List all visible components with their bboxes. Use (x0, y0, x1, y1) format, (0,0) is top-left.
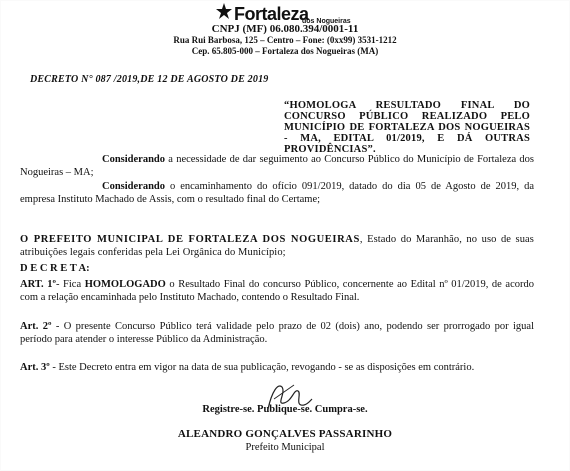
article-1-text: o Resultado Final do concurso Público, concernente ao Edital nº 01/2019, de acordo com a relação encaminhada pelo Instituto Machado, contendo o Resultado Final. (20, 279, 534, 303)
prefeito-text: , Estado do Maranhão, no uso de suas atribuições legais conferidas pela Lei Orgânica do Município; (20, 234, 534, 258)
considerando-1-lead: Considerando (102, 154, 166, 165)
decreta-heading: D E C R E T A: (20, 263, 90, 274)
prefeito-lead: O PREFEITO MUNICIPAL DE FORTALEZA DOS NOGUEIRAS (20, 234, 360, 245)
article-2-label: Art. 2º (20, 321, 52, 332)
closing-formula: Registre-se. Publique-se. Cumpra-se. (202, 404, 368, 415)
article-3-label: Art. 3º (20, 362, 50, 373)
decree-ementa: “HOMOLOGA RESULTADO FINAL DO CONCURSO PÚBLICO REALIZADO PELO MUNICÍPIO DE FORTALEZA DOS NOGUEIRAS - MA, EDITAL 01/2019, E DÁ OUTRAS PROVIDÊNCIAS”. (284, 100, 530, 155)
article-1-pre: - Fica (55, 279, 85, 290)
decree-title: DECRETO N° 087 /2019,DE 12 DE AGOSTO DE 2019 (30, 74, 269, 85)
logo-subtitle: dos Nogueiras (302, 18, 351, 25)
article-2-text: - O presente Concurso Público terá validade pelo prazo de 02 (dois) ano, podendo ser prorrogado por igual período para atender o interesse Público da Administração. (20, 321, 534, 345)
article-3-text: - Este Decreto entra em vigor na data de sua publicação, revogando - se as disposições em contrário. (49, 362, 475, 373)
considerando-2-text: o encaminhamento do ofício 091/2019, datado do dia 05 de Agosto de 2019, da empresa Instituto Machado de Assis, com o resultado final do Certame; (20, 181, 534, 205)
considerando-2-lead: Considerando (102, 181, 166, 192)
article-1-keyword: HOMOLOGADO (84, 279, 166, 290)
cnpj-line: CNPJ (MF) 06.080.394/0001-11 (211, 23, 359, 35)
signatory-role: Prefeito Municipal (245, 442, 325, 453)
address-line-1: Rua Rui Barbosa, 125 – Centro – Fone: (0xx99) 3531-1212 (173, 35, 397, 45)
considerando-1-text: a necessidade de dar seguimento ao Concurso Público do Município de Fortaleza dos Nogueiras – MA; (20, 154, 534, 178)
address-line-2: Cep. 65.805-000 – Fortaleza dos Nogueiras (MA) (191, 46, 379, 56)
article-1-label: ART. 1º (20, 279, 56, 290)
logo-name: Fortaleza (234, 4, 309, 24)
signatory-name: ALEANDRO GONÇALVES PASSARINHO (177, 428, 393, 440)
